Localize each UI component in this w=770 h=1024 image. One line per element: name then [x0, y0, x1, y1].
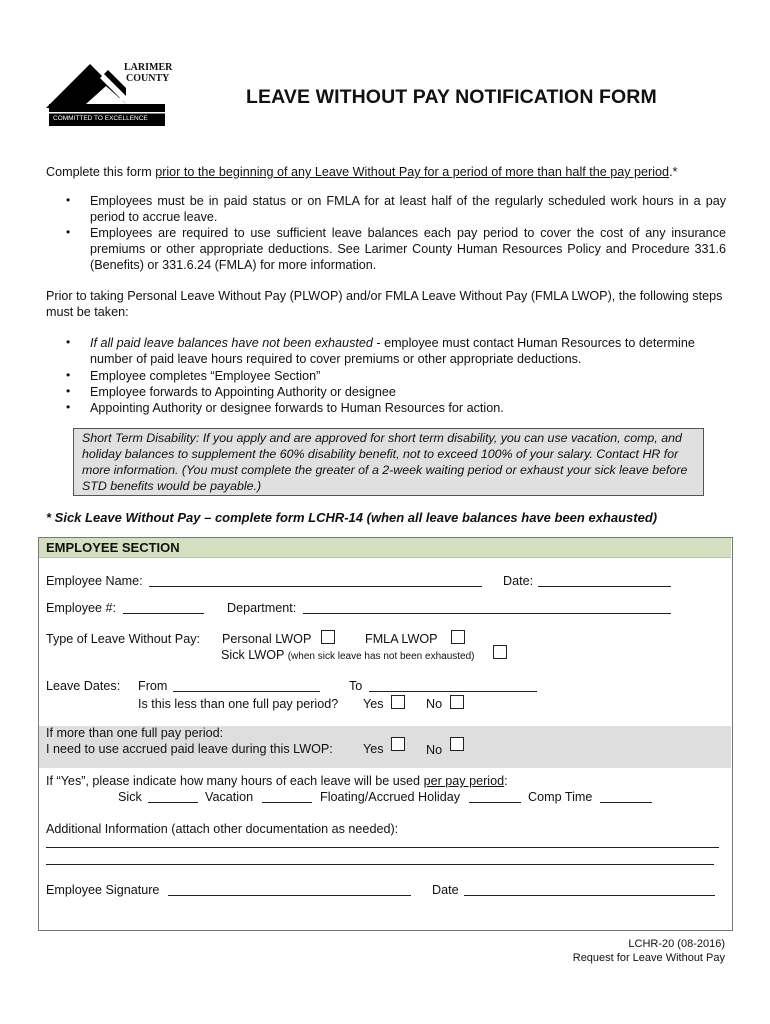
department-field[interactable]: [303, 613, 671, 614]
bullet-icon: •: [66, 400, 71, 414]
accrued-no-checkbox[interactable]: [450, 737, 464, 751]
less-than-yes-checkbox[interactable]: [391, 695, 405, 709]
intro-prefix: Complete this form: [46, 165, 156, 179]
hours-suffix: :: [504, 774, 508, 788]
less-than-yes-label: Yes: [363, 697, 384, 711]
bullet-icon: •: [66, 193, 71, 207]
leave-dates-label: Leave Dates:: [46, 679, 121, 693]
sick-hours-field[interactable]: [148, 802, 198, 803]
signature-date-label: Date: [432, 883, 459, 897]
step-italic: If all paid leave balances have not been exhausted: [90, 336, 373, 350]
less-than-no-label: No: [426, 697, 443, 711]
comp-hours-field[interactable]: [600, 802, 652, 803]
logo-org-line1: LARIMER: [124, 62, 173, 73]
sick-hours-label: Sick: [118, 790, 142, 804]
signature-field[interactable]: [168, 895, 411, 896]
step-item: Employee completes “Employee Section”: [90, 369, 321, 383]
hours-instruction: [46, 773, 508, 789]
sick-lwop-checkbox[interactable]: [493, 645, 507, 659]
sick-lwop-label: [221, 647, 475, 665]
hours-underlined: per pay period: [423, 774, 505, 788]
intro-underlined: prior to the beginning of any Leave Without Pay for a period of more than half the pay period: [155, 165, 670, 179]
employee-section-heading-text: EMPLOYEE SECTION: [46, 540, 180, 555]
additional-info-label: Additional Information (attach other documentation as needed):: [46, 822, 399, 836]
bullet-icon: •: [66, 225, 71, 239]
from-date-field[interactable]: [173, 691, 320, 692]
form-title: LEAVE WITHOUT PAY NOTIFICATION FORM: [246, 86, 657, 108]
to-date-field[interactable]: [369, 691, 537, 692]
fmla-lwop-checkbox[interactable]: [451, 630, 465, 644]
additional-info-line[interactable]: [46, 864, 714, 865]
hours-prefix: If “Yes”, please indicate how many hours of each leave will be used: [46, 774, 424, 788]
floating-hours-field[interactable]: [469, 802, 521, 803]
more-than-line2: I need to use accrued paid leave during this LWOP:: [46, 742, 333, 756]
logo-tagline: COMMITTED TO EXCELLENCE: [53, 115, 148, 122]
signature-label: Employee Signature: [46, 883, 160, 897]
employee-number-field[interactable]: [123, 613, 204, 614]
signature-date-field[interactable]: [464, 895, 715, 896]
bullet-icon: •: [66, 384, 71, 398]
form-id: LCHR-20 (08-2016): [628, 938, 725, 950]
employee-name-label: Employee Name:: [46, 574, 143, 588]
bullet-icon: •: [66, 368, 71, 382]
sick-leave-note: * Sick Leave Without Pay – complete form LCHR-14 (when all leave balances have been exhausted): [46, 510, 658, 525]
eligibility-bullet: Employees must be in paid status or on FMLA for at least half of the regularly scheduled work hours in a pay period to accrue leave.: [90, 194, 726, 224]
additional-info-line[interactable]: [46, 847, 719, 848]
accrued-yes-label: Yes: [363, 742, 384, 756]
personal-lwop-label: Personal LWOP: [222, 632, 312, 646]
accrued-yes-checkbox[interactable]: [391, 737, 405, 751]
employee-number-label: Employee #:: [46, 601, 117, 615]
more-than-line1: If more than one full pay period:: [46, 726, 224, 740]
step-item: Employee forwards to Appointing Authority or designee: [90, 385, 396, 399]
sick-lwop-text: Sick LWOP: [221, 648, 285, 662]
less-than-question: Is this less than one full pay period?: [138, 697, 339, 711]
date-field[interactable]: [538, 586, 671, 587]
fmla-lwop-label: FMLA LWOP: [365, 632, 438, 646]
eligibility-bullet: Employees are required to use sufficient leave balances each pay period to cover the cost of any insurance premiums or other appropriate deductions. See Larimer County Human Resources Policy and Procedure 331.6 (Benefits) or 331.6.24 (FMLA) for more information.: [90, 226, 726, 272]
department-label: Department:: [227, 601, 297, 615]
intro-suffix: .*: [669, 165, 678, 179]
vacation-hours-label: Vacation: [205, 790, 254, 804]
floating-hours-label: Floating/Accrued Holiday: [320, 790, 461, 804]
step-item: Appointing Authority or designee forwards to Human Resources for action.: [90, 401, 504, 415]
short-term-disability-note: Short Term Disability: If you apply and are approved for short term disability, you can use vacation, comp, and holiday balances to supplement the 60% disability benefit, not to exceed 100% of your salary. Contact HR for more information. (You must complete the greater of a 2-week waiting period or exhaust your sick leave before STD benefits would be payable.): [73, 428, 704, 496]
intro-text: [46, 164, 677, 180]
less-than-no-checkbox[interactable]: [450, 695, 464, 709]
steps-intro: Prior to taking Personal Leave Without Pay (PLWOP) and/or FMLA Leave Without Pay (FMLA LWOP), the following steps must be taken:: [46, 289, 723, 319]
employee-name-field[interactable]: [149, 586, 482, 587]
to-label: To: [349, 679, 363, 693]
step-item: [90, 335, 726, 367]
form-name: Request for Leave Without Pay: [572, 952, 725, 964]
leave-type-label: Type of Leave Without Pay:: [46, 632, 201, 646]
from-label: From: [138, 679, 168, 693]
county-logo: [46, 60, 173, 130]
employee-section-heading: [39, 538, 731, 558]
vacation-hours-field[interactable]: [262, 802, 312, 803]
sick-lwop-note: (when sick leave has not been exhausted): [287, 651, 475, 662]
step-rest: - employee must contact Human Resources to determine number of paid leave hours required to cover premiums or other appropriate deductions.: [90, 336, 695, 366]
accrued-no-label: No: [426, 743, 443, 757]
logo-org-line2: COUNTY: [126, 73, 170, 84]
bullet-icon: •: [66, 335, 71, 349]
personal-lwop-checkbox[interactable]: [321, 630, 335, 644]
date-label: Date:: [503, 574, 534, 588]
comp-hours-label: Comp Time: [528, 790, 593, 804]
